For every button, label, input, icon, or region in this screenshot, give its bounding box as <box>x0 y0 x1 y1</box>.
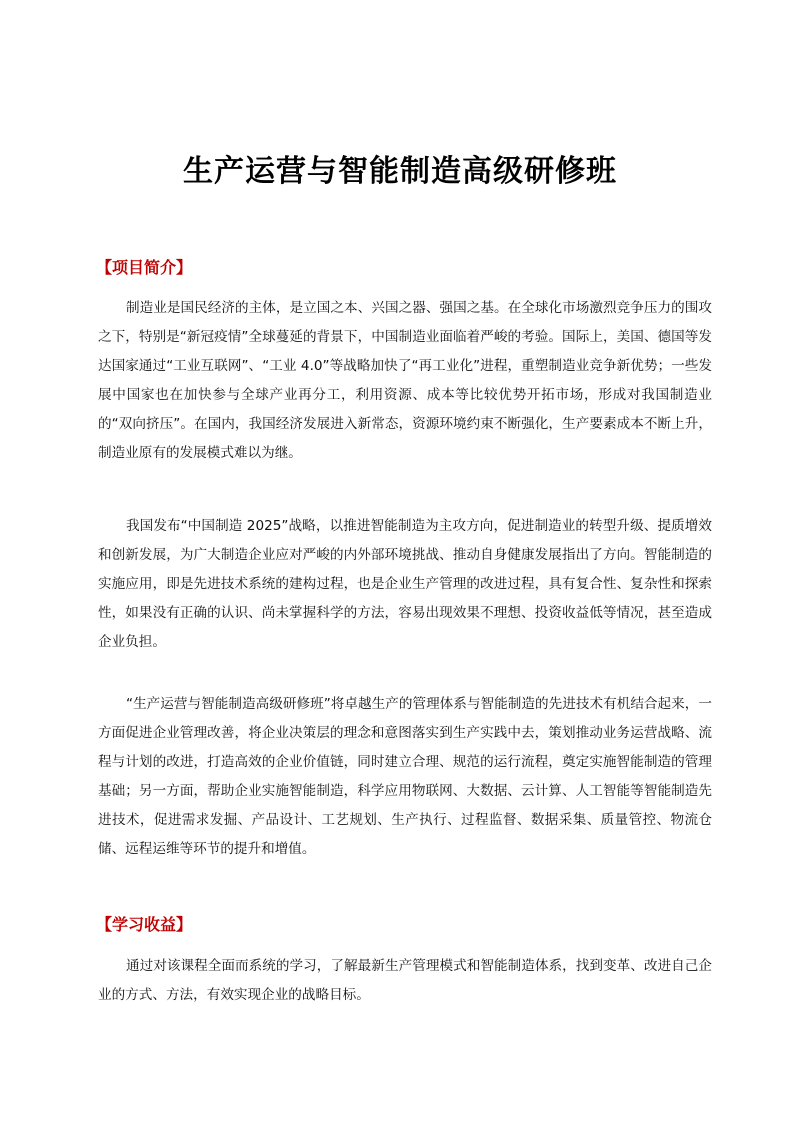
benefits-paragraph: 通过对该课程全面而系统的学习，了解最新生产管理模式和智能制造体系，找到变革、改进自己企业的方式、方法，有效实现企业的战略目标。 <box>98 958 712 1003</box>
intro-paragraph-3: “生产运营与智能制造高级研修班”将卓越生产的管理体系与智能制造的先进技术有机结合起来，一方面促进企业管理改善，将企业决策层的理念和意图落实到生产实践中去，策划推动业务运营战略、流程与计划的改进，打造高效的企业价值链，同时建立合理、规范的运行流程，奠定实施智能制造的管理基础；另一方面，帮助企业实施智能制造，科学应用物联网、大数据、云计算、人工智能等智能制造先进技术，促进需求发掘、产品设计、工艺规划、生产执行、过程监督、数据采集、质量管控、物流仓储、远程运维等环节的提升和增值。 <box>98 696 712 857</box>
document-title: 生产运营与智能制造高级研修班 <box>183 154 617 189</box>
section-heading-project-intro: 【项目简介】 <box>96 258 193 277</box>
section-heading-learning-benefits: 【学习收益】 <box>96 915 193 934</box>
intro-paragraph-2: 我国发布“中国制造 2025”战略，以推进智能制造为主攻方向，促进制造业的转型升级、提质增效和创新发展，为广大制造企业应对严峻的内外部环境挑战、推动自身健康发展指出了方向。智能制造的实施应用，即是先进技术系统的建构过程，也是企业生产管理的改进过程，具有复合性、复杂性和探索性，如果没有正确的认识、尚未掌握科学的方法，容易出现效果不理想、投资收益低等情况，甚至造成企业负担。 <box>98 518 712 650</box>
intro-paragraph-1: 制造业是国民经济的主体，是立国之本、兴国之器、强国之基。在全球化市场激烈竞争压力的围攻之下，特别是“新冠疫情”全球蔓延的背景下，中国制造业面临着严峻的考验。国际上，美国、德国等发达国家通过“工业互联网”、“工业 4.0”等战略加快了“再工业化”进程，重塑制造业竞争新优势；一些发展中国家也在加快参与全球产业再分工，利用资源、成本等比较优势开拓市场，形成对我国制造业的“双向挤压”。在国内，我国经济发展进入新常态，资源环境约束不断强化，生产要素成本不断上升，制造业原有的发展模式难以为继。 <box>98 300 712 461</box>
